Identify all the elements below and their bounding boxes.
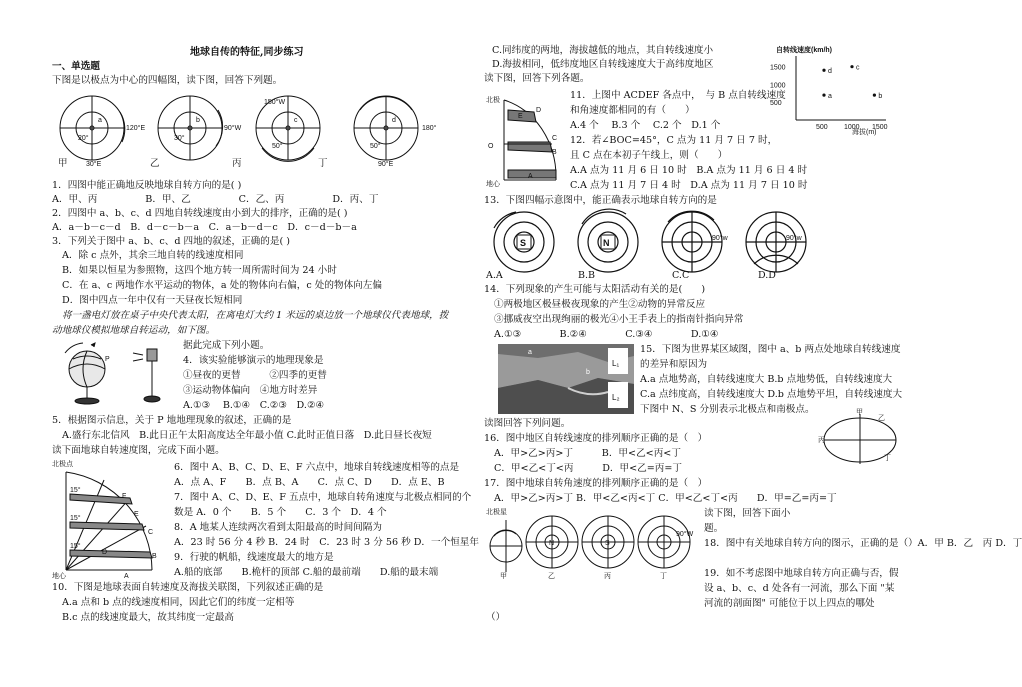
text-line: 下图是以极点为中心的四幅图，读下图，回答下列题。: [52, 75, 283, 86]
label-F: F: [122, 493, 127, 500]
x-tick-label: 1500: [872, 124, 888, 131]
y-tick-label: 1500: [770, 64, 786, 72]
label-ellipse-jia: 甲: [856, 409, 863, 416]
caption-yi: 乙: [150, 158, 160, 169]
text-line: 和角速度都相同的有（ ）: [570, 105, 695, 116]
label-S: S: [520, 238, 527, 248]
label-north: 北极: [486, 97, 500, 104]
text-line: 的差异和原因为: [640, 359, 708, 370]
label-ellipse-yi: 乙: [878, 415, 885, 422]
question: 6．图中 A、B、C、D、E、F 六点中，地球自转线速度相等的点是: [174, 462, 460, 473]
label-center: 地心: [486, 181, 500, 188]
text-line: 且 C 点在本初子午线上，则（ ）: [570, 150, 728, 161]
label-15a: 15°: [70, 487, 81, 494]
label-fig-yi: 乙: [548, 573, 555, 580]
option-line: 数是 A．0 个 B．5 个 C．3 个 D．4 个: [174, 507, 387, 518]
rotation-speed-figure: [52, 458, 170, 582]
text-line: 河流的剖面图" 可能位于以上四点的哪处: [704, 598, 875, 609]
label-c: c: [294, 117, 298, 124]
label-earth-center: 地心: [52, 573, 66, 580]
option-line: C.A 点为 11 月 7 日 4 时 D.A 点为 11 月 7 日 10 时: [570, 180, 808, 191]
label-B2: B: [552, 149, 557, 156]
label-a: a: [98, 117, 102, 124]
label-90w-a: 90°w: [712, 235, 728, 242]
label-L2: L₂: [612, 393, 620, 402]
option-line: A.船的底部 B.桅杆的顶部 C.船的最前端 D.船的最末端: [174, 567, 439, 578]
label-north-star: 北极星: [486, 509, 507, 516]
label-b: b: [196, 117, 200, 124]
label-90w-c: 90°W: [676, 531, 694, 538]
text-line: 题。: [704, 523, 724, 534]
label-A: A: [124, 573, 129, 580]
question: 7．图中 A、C、D、E、F 五点中，地球自转角速度与北极点相同的个: [174, 492, 472, 503]
label-L1: L₁: [612, 359, 620, 368]
question: 5．根据图示信息，关于 P 地地理现象的叙述，正确的是: [52, 415, 292, 426]
option-line: C．在 a、c 两地作水平运动的物体，a 处的物体向右偏，c 处的物体向左偏: [62, 280, 382, 291]
label-ellipse-bing: 丙: [818, 437, 825, 444]
question: 12．若∠BOC=45°，C 点为 11 月 7 日 7 时，: [570, 135, 778, 146]
label-ellipse-ding: 丁: [884, 455, 891, 462]
label-50b: 50°: [370, 143, 381, 150]
label-north-pole: 北极点: [52, 461, 73, 468]
option-line: D.海拔相同，低纬度地区自转线速度大于高纬度地区: [492, 59, 714, 70]
question: 4．该实验能够演示的地理现象是: [183, 355, 324, 366]
label-20: 20°: [78, 135, 89, 142]
label-fig-bing: 丙: [604, 573, 611, 580]
option-line: A．甲>乙>丙>丁 B．甲<乙<丙<丁 C．甲<乙<丁<丙 D．甲=乙=丙=丁: [494, 493, 837, 504]
chart-title: 自转线速度(km/h): [776, 47, 832, 54]
caption-bing: 丙: [232, 158, 242, 169]
option-B: B.B: [578, 270, 595, 281]
answer-paren: （）: [486, 612, 506, 623]
label-90e: 90°E: [378, 161, 394, 168]
label-C: C: [148, 529, 154, 536]
data-label-c: c: [856, 64, 860, 72]
option-A: A.A: [486, 270, 503, 281]
option-line: A.A 点为 11 月 6 日 10 时 B.A 点为 11 月 6 日 4 时: [570, 165, 808, 176]
svg-text:P: P: [105, 356, 110, 363]
label-E: E: [134, 511, 139, 518]
page-title: 地球自传的特征,同步练习: [190, 47, 304, 58]
option-line: C.同纬度的两地，海拔越低的地点，其自转线速度小: [492, 45, 714, 56]
label-B: B: [152, 553, 157, 560]
label-30: 30°: [174, 135, 185, 142]
terrain-map-figure: [498, 344, 634, 414]
x-tick-label: 1000: [844, 124, 860, 131]
label-C2: C: [552, 135, 558, 142]
question: 8．A 地某人连续两次看到太阳最高的时间间隔为: [174, 522, 382, 533]
option-line: A.①③ B.②④ C.③④ D.①④: [494, 329, 719, 340]
option-line: A．除 c 点外，其余三地自转的线速度相同: [62, 250, 244, 261]
data-label-a: a: [828, 93, 832, 101]
data-point-c: [850, 65, 853, 68]
question: 15．下图为世界某区域图，图中 a、b 两点处地球自转线速度: [640, 344, 901, 355]
label-O: O: [488, 143, 494, 150]
data-label-d: d: [828, 68, 832, 76]
option-line: ①两极地区极昼极夜现象的产生②动物的异常反应: [494, 299, 706, 310]
option-line: A.盛行东北信风 B.此日正午太阳高度达全年最小值 C.此时正值日落 D.此日昼长夜短: [62, 430, 432, 441]
question: 16．图中地区自转线速度的排列顺序正确的是（ ）: [484, 433, 708, 444]
section-heading: 一、单选题: [52, 61, 100, 72]
label-N: N: [603, 238, 610, 248]
question: 10．下图是地球表面自转速度及海拔关联图，下列叙述正确的是: [52, 582, 324, 593]
x-tick-label: 500: [816, 124, 828, 131]
option-line: B.c 点的线速度最大，故其纬度一定最高: [62, 612, 235, 623]
option-line: A．23 时 56 分 4 秒 B．24 时 C．23 时 3 分 56 秒 D．一个恒星年: [174, 537, 479, 548]
option-line: A.a 点地势高，自转线速度大 B.b 点地势低，自转线速度大: [640, 374, 893, 385]
label-E2: E: [518, 113, 523, 120]
option-line: A．甲>乙>丙>丁 B．甲<乙<丙<丁: [494, 448, 681, 459]
data-point-a: [822, 94, 825, 97]
question: 11．上图中 ACDEF 各点中， 与 B 点自转线速度: [570, 90, 786, 101]
question: 1．四图中能正确地反映地球自转方向的是( ): [52, 180, 242, 191]
label-90w: 90°W: [224, 125, 242, 132]
label-fig-ding: 丁: [660, 573, 667, 580]
option-line: ③运动物体偏向 ④地方时差异: [183, 385, 318, 396]
text-line: 读下图，回答下列各题。: [484, 73, 590, 84]
y-tick-label: 1000: [770, 82, 786, 90]
text-line: 设 a、b、c、d 处各有一河流，那么下面 "某: [704, 583, 895, 594]
option-D: D.D: [758, 270, 776, 281]
x-axis-label: 海拔(m): [852, 129, 877, 136]
label-S2: S: [605, 540, 610, 547]
option-line: A．点 A、F B．点 B、A C．点 C、D D．点 E、B: [174, 477, 445, 488]
question: 19．如不考虑图中地球自转方向正确与否，假: [704, 568, 899, 579]
question: 14．下列现象的产生可能与太阳活动有关的是( ): [484, 284, 706, 295]
question: 17．图中地球自转角速度的排列顺序正确的是（ ）: [484, 478, 708, 489]
question: 9．行驶的帆船，线速度最大的地方是: [174, 552, 334, 563]
label-D: D: [102, 549, 108, 556]
question: 3．下列关于图中 a、b、c、d 四地的叙述，正确的是( ): [52, 236, 290, 247]
speed-altitude-chart: [768, 42, 896, 138]
text-line: 据此完成下列小题。: [183, 340, 270, 351]
earth-ellipse-figure: [818, 408, 900, 468]
option-line: ③挪威夜空出现绚丽的极光④小王手表上的指南针指向异常: [494, 314, 744, 325]
option-line: D．图中四点一年中仅有一天昼夜长短相同: [62, 295, 243, 306]
option-C: C.C: [672, 270, 690, 281]
polar-star-figures: [486, 506, 702, 580]
globe-lamp-figure: [55, 339, 175, 407]
label-terrain-a: a: [528, 349, 532, 356]
option-line: A.a 点和 b 点的线速度相同，因此它们的纬度一定相等: [62, 597, 295, 608]
meridian-section-figure: [486, 92, 568, 188]
label-15c: 15°: [70, 543, 81, 550]
label-terrain-b: b: [586, 369, 590, 376]
label-N2: N: [549, 540, 555, 547]
text-line: 下图中 N、S 分别表示北极点和南极点。: [640, 404, 815, 415]
label-120e: 120°E: [126, 125, 146, 132]
question: 18．图中有关地球自转方向的图示，正确的是（）A．甲 B．乙 丙 D．丁: [704, 538, 1022, 549]
option-line: A．甲、丙 B．甲、乙 C．乙、丙 D．丙、丁: [52, 194, 379, 205]
option-line: A.4 个 B.3 个 C.2 个 D.1 个: [570, 120, 721, 131]
option-line: A．a－b－c－d B．d－c－b－a C．a－b－d－c D．c－d－b－a: [52, 222, 357, 233]
option-line: B．如果以恒星为参照物，这四个地方转一周所需时间为 24 小时: [62, 265, 337, 276]
text-line: 动地球仪模拟地球自转运动，如下图。: [52, 325, 216, 336]
label-d: d: [392, 117, 396, 124]
caption-jia: 甲: [58, 158, 68, 169]
label-30e: 30°E: [86, 161, 102, 168]
data-point-d: [822, 69, 825, 72]
text-line: 读下图，回答下面小: [704, 508, 791, 519]
question: 13．下图四幅示意图中，能正确表示地球自转方向的是: [484, 195, 717, 206]
caption-ding: 丁: [318, 158, 328, 169]
text-line: 读图回答下列问题。: [484, 418, 571, 429]
y-tick-label: 500: [770, 100, 782, 108]
label-150w: 150°W: [264, 99, 286, 106]
data-label-b: b: [878, 93, 883, 101]
option-line: A.①③ B.①④ C.②③ D.②④: [183, 400, 325, 411]
polar-figures: [52, 92, 437, 174]
label-15b: 15°: [70, 515, 81, 522]
option-line: C.a 点纬度高，自转线速度大 D.b 点地势平坦，自转线速度大: [640, 389, 903, 400]
label-50: 50°: [272, 143, 283, 150]
label-D2: D: [536, 107, 542, 114]
pole-rotation-figures: [486, 208, 806, 278]
data-point-b: [873, 94, 876, 97]
option-line: C．甲<乙<丁<丙 D．甲<乙=丙=丁: [494, 463, 682, 474]
text-line: 读下面地球自转速度图，完成下面小题。: [52, 445, 225, 456]
question: 2．四图中 a、b、c、d 四地自转线速度由小到大的排序，正确的是( ): [52, 208, 348, 219]
label-180: 180°: [422, 125, 437, 132]
text-line: 将一盏电灯放在桌子中央代表太阳，在离电灯大约 1 米远的桌边放一个地球仪代表地球，拨: [62, 310, 449, 321]
label-90w-b: 90°w: [786, 235, 802, 242]
option-line: ①昼夜的更替 ②四季的更替: [183, 370, 327, 381]
label-fig-jia: 甲: [500, 573, 507, 580]
label-A2: A: [528, 173, 533, 180]
